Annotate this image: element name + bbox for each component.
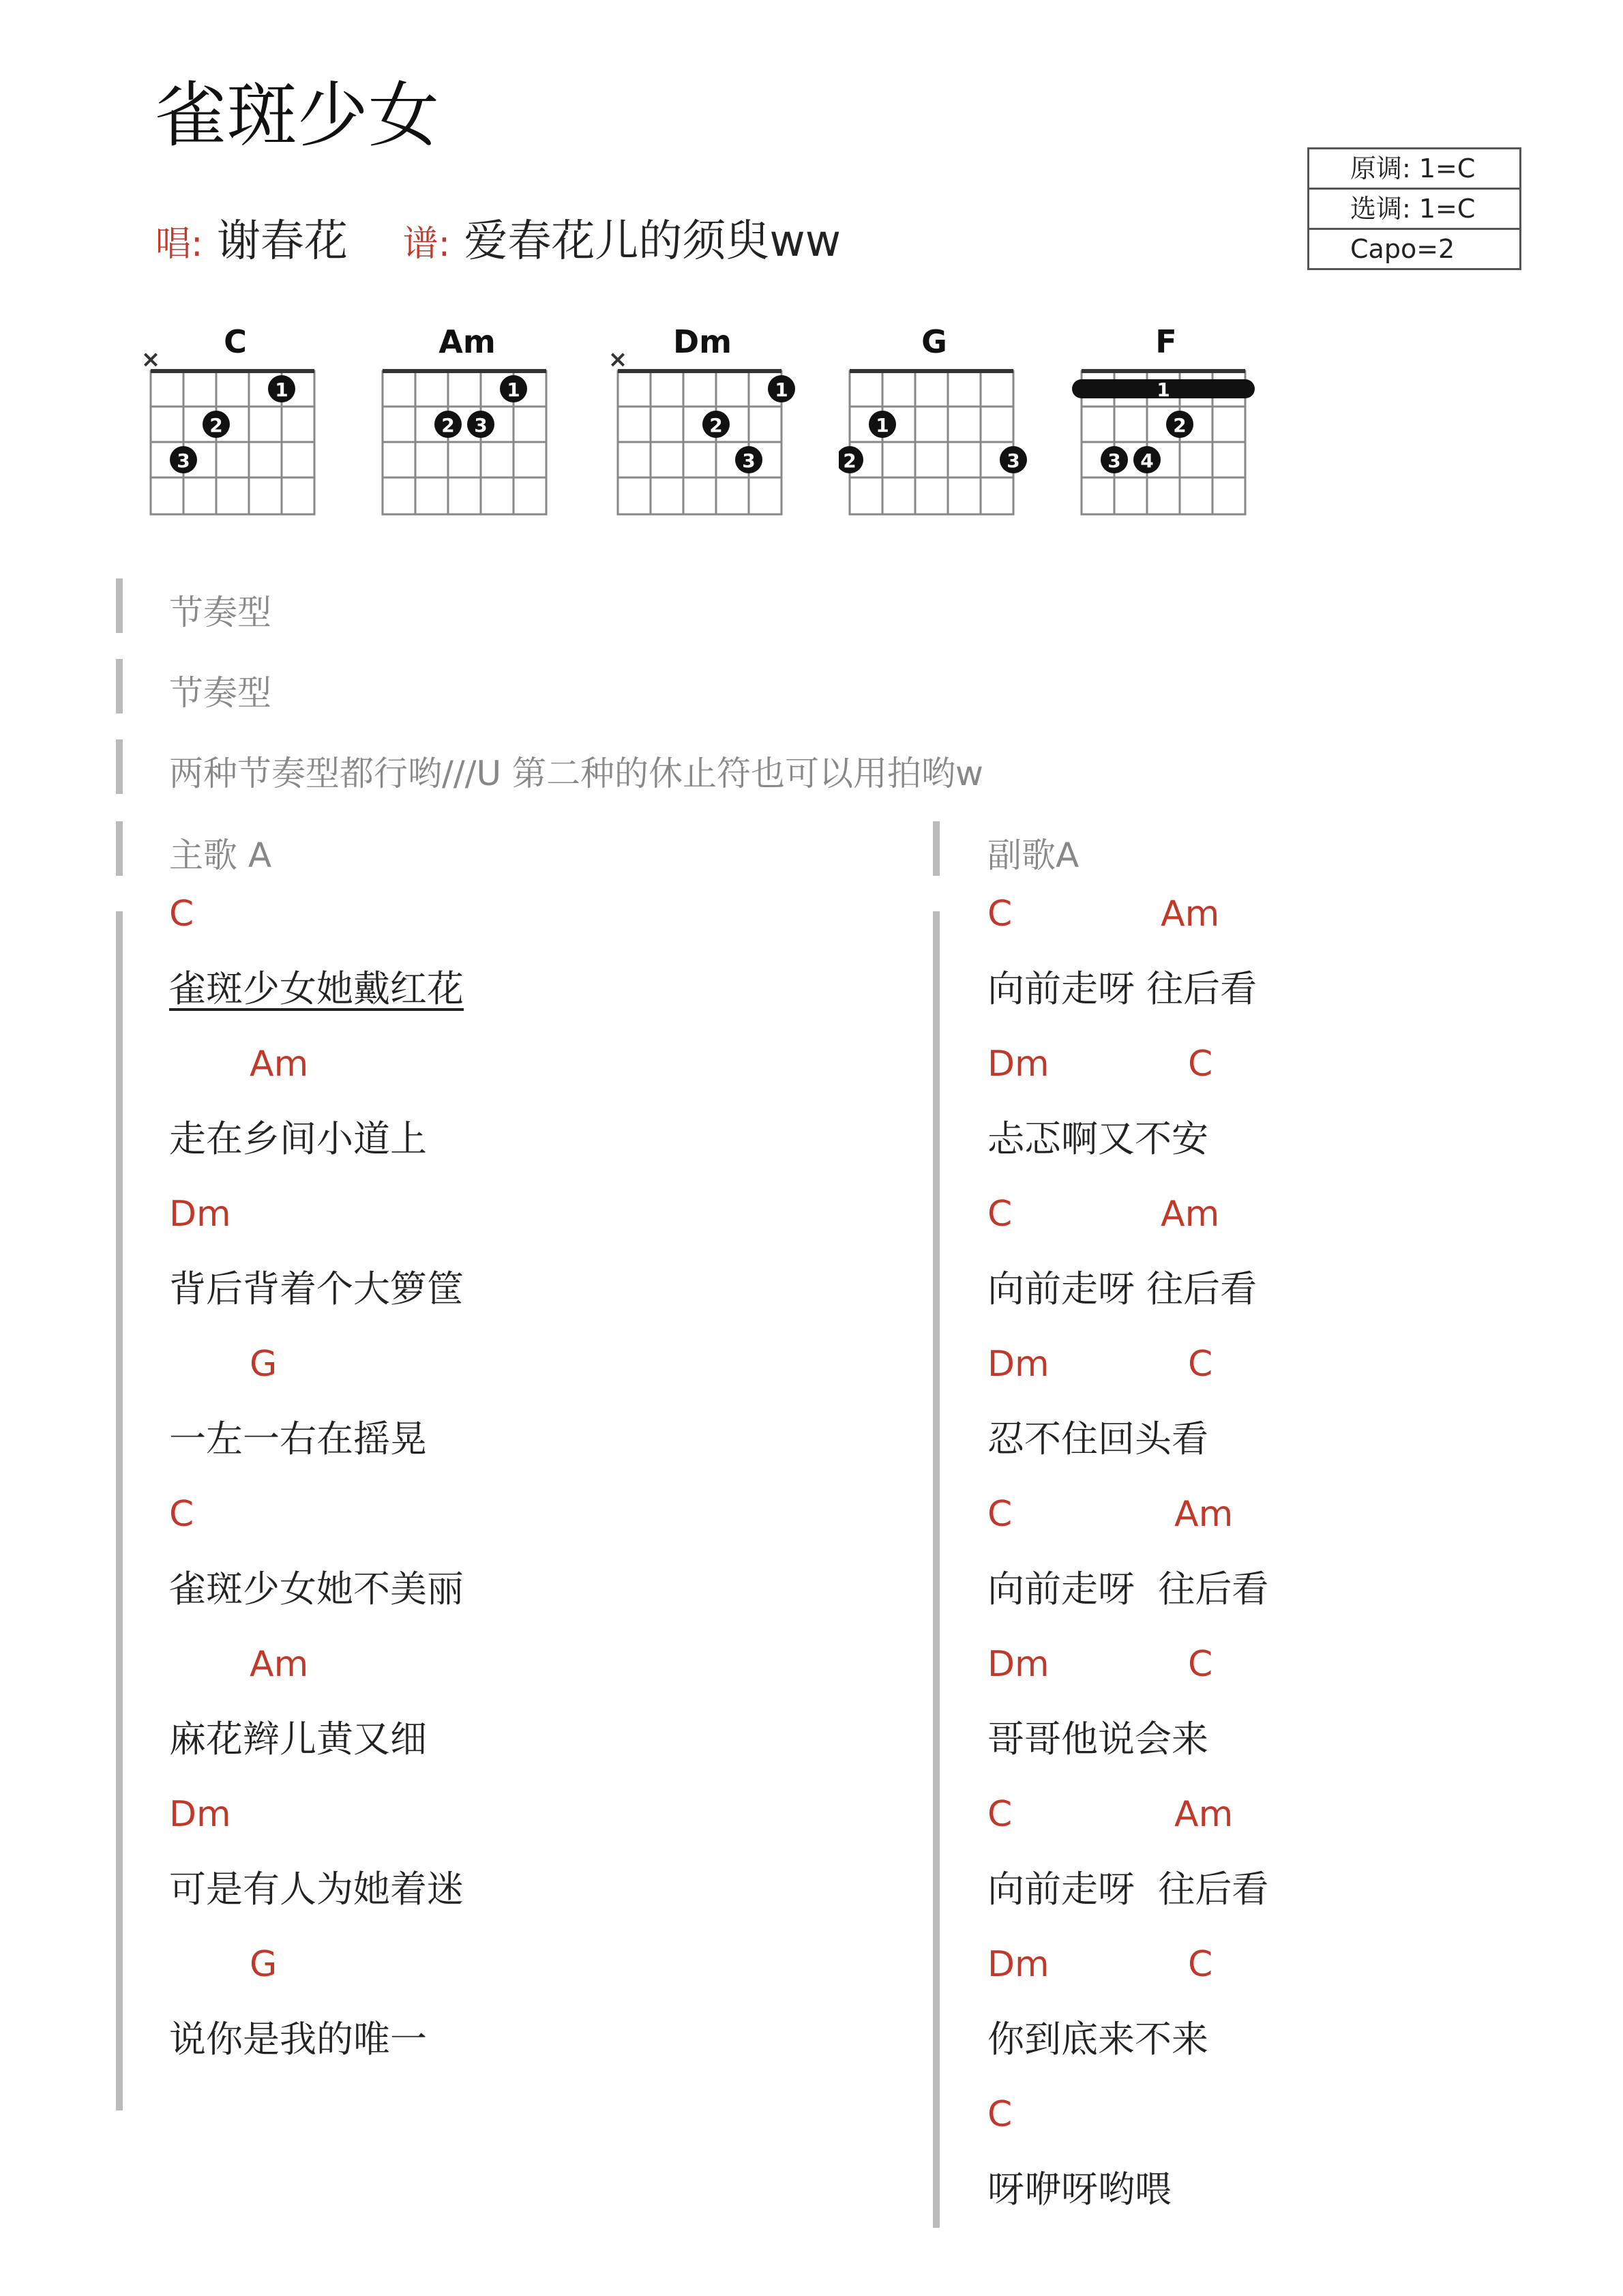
chorus-chord: C	[987, 2094, 1013, 2135]
arranger-name: 爱春花儿的须臾ww	[464, 216, 842, 267]
chorus-chord: C	[987, 1494, 1013, 1535]
chorus-chord: Am	[1161, 1194, 1220, 1235]
chorus-lyric: 哥哥他说会来	[987, 1718, 1208, 1761]
chorus-chord: Dm	[987, 1044, 1049, 1085]
key-info-box	[1307, 147, 1521, 270]
chord-diagram-name: F	[1155, 323, 1177, 360]
chorus-lyric: 你到底来不来	[987, 2018, 1208, 2061]
verse-chord: Dm	[169, 1194, 231, 1235]
original-key: 原调: 1=C	[1309, 149, 1519, 190]
svg-text:×: ×	[608, 346, 628, 373]
verse-lyric: 雀斑少女她戴红花	[169, 967, 464, 1010]
svg-text:1: 1	[876, 414, 889, 437]
chorus-heading: 副歌A	[987, 836, 1079, 875]
chorus-lyric: 向前走呀 往后看	[987, 1267, 1257, 1310]
credits	[155, 206, 841, 269]
chorus-chord: Dm	[987, 1944, 1049, 1985]
singer-name: 谢春花	[216, 216, 348, 267]
chorus-lyric: 向前走呀 往后看	[987, 1868, 1269, 1911]
verse-chord: Am	[250, 1644, 309, 1685]
chorus-chord: C	[987, 894, 1013, 934]
chord-diagram-name: C	[224, 323, 247, 360]
svg-text:3: 3	[474, 414, 488, 437]
svg-text:3: 3	[1107, 450, 1121, 472]
verse-heading: 主歌 A	[169, 836, 272, 875]
chorus-chord: Am	[1161, 894, 1220, 934]
rhythm-remark: 两种节奏型都行哟///U 第二种的休止符也可以用拍哟w	[169, 754, 983, 793]
svg-text:2: 2	[843, 450, 857, 472]
svg-text:1: 1	[275, 379, 288, 401]
verse-lyric: 麻花辫儿黄又细	[169, 1718, 427, 1761]
svg-text:2: 2	[709, 414, 723, 437]
chorus-lyric: 忐忑啊又不安	[987, 1117, 1208, 1160]
verse-lyric: 可是有人为她着迷	[169, 1868, 464, 1911]
verse-chord: G	[250, 1344, 278, 1385]
chorus-chord: C	[1188, 1644, 1213, 1685]
verse-lyric: 走在乡间小道上	[169, 1117, 427, 1160]
rhythm-pattern-1: 节奏型	[169, 593, 271, 632]
chorus-chord: C	[1188, 1044, 1213, 1085]
chord-diagram-g	[839, 323, 1030, 525]
svg-text:3: 3	[1007, 450, 1020, 472]
rhythm-pattern-2: 节奏型	[169, 673, 271, 713]
chorus-chord: Am	[1174, 1794, 1234, 1835]
chord-diagram-dm	[607, 323, 798, 525]
chord-diagram-name: G	[921, 323, 947, 360]
chorus-chord: C	[987, 1794, 1013, 1835]
svg-text:1: 1	[1157, 379, 1170, 401]
chord-diagram-name: Dm	[672, 323, 732, 360]
chord-diagram-name: Am	[438, 323, 496, 360]
verse-lyric: 一左一右在摇晃	[169, 1417, 427, 1460]
chorus-lyric: 向前走呀 往后看	[987, 1568, 1269, 1610]
svg-text:2: 2	[209, 414, 223, 437]
chord-diagram-am	[372, 323, 563, 525]
verse-chord: C	[169, 894, 194, 934]
verse-chord: Am	[250, 1044, 309, 1085]
verse-lyric: 背后背着个大箩筐	[169, 1267, 464, 1310]
arranger-label: 谱:	[402, 224, 451, 265]
verse-chord: Dm	[169, 1794, 231, 1835]
chorus-chord: C	[987, 1194, 1013, 1235]
chorus-chord: C	[1188, 1944, 1213, 1985]
verse-chord: G	[250, 1944, 278, 1985]
selected-key: 选调: 1=C	[1309, 190, 1519, 230]
svg-text:2: 2	[1173, 414, 1187, 437]
svg-text:1: 1	[775, 379, 788, 401]
chorus-lyric: 呀咿呀哟喂	[987, 2168, 1172, 2211]
svg-text:2: 2	[441, 414, 455, 437]
chorus-lyric: 向前走呀 往后看	[987, 967, 1257, 1010]
chorus-chord: Dm	[987, 1344, 1049, 1385]
verse-chord: C	[169, 1494, 194, 1535]
svg-text:3: 3	[177, 450, 190, 472]
chorus-chord: Am	[1174, 1494, 1234, 1535]
chord-diagram-f	[1071, 323, 1262, 525]
svg-text:1: 1	[507, 379, 520, 401]
svg-text:×: ×	[140, 346, 161, 373]
chorus-lyric: 忍不住回头看	[987, 1417, 1208, 1460]
chorus-chord: C	[1188, 1344, 1213, 1385]
verse-lyric: 说你是我的唯一	[169, 2018, 427, 2061]
singer-label: 唱:	[155, 224, 203, 265]
chorus-chord: Dm	[987, 1644, 1049, 1685]
svg-text:4: 4	[1140, 450, 1154, 472]
verse-lyric: 雀斑少女她不美丽	[169, 1568, 464, 1610]
svg-text:3: 3	[742, 450, 756, 472]
chord-diagram-c	[140, 323, 331, 525]
capo-info: Capo=2	[1350, 234, 1455, 264]
song-title: 雀斑少女	[155, 74, 440, 157]
